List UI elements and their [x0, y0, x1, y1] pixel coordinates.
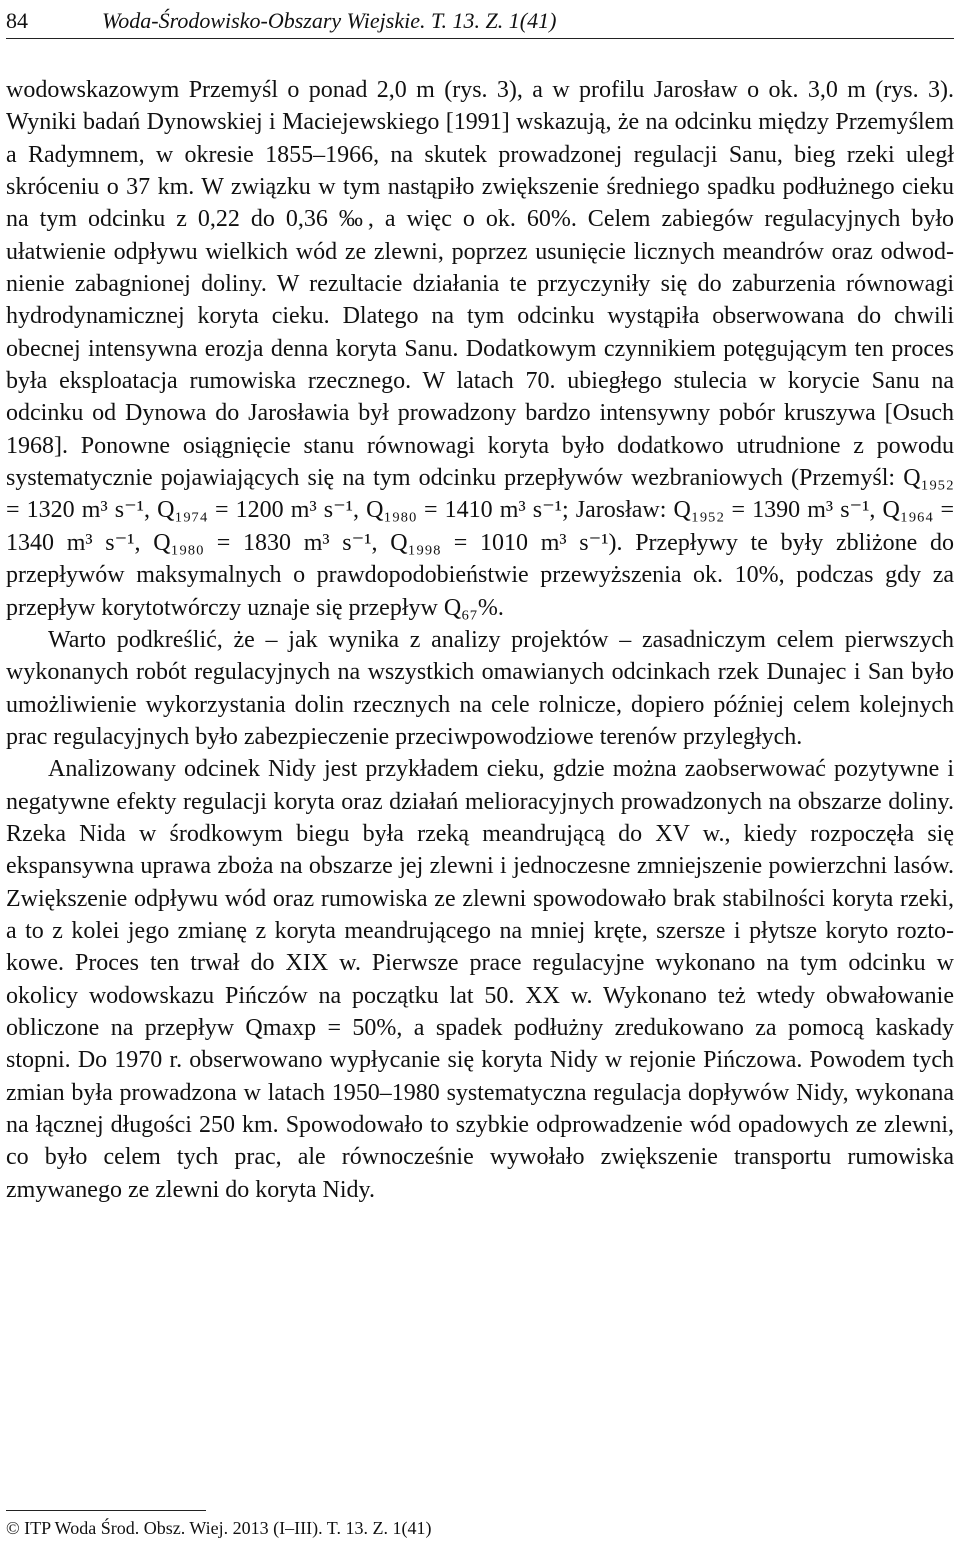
page-footer: © ITP Woda Środ. Obsz. Wiej. 2013 (I–III). T. 13. Z. 1(41)	[6, 1518, 432, 1538]
page-header	[6, 6, 954, 39]
footer-rule	[6, 1510, 206, 1511]
paragraph-1: wodowskazowym Przemyśl o ponad 2,0 m (rys. 3), a w profilu Jarosław o ok. 3,0 m (rys. 3). Wyniki badań Dynowskiej i Maciejewskiego [1991] wskazują, że na odcinku między Przemyślem a Radymnem, w okresie 1855–1966, na skutek prowadzonej regulacji Sanu, bieg rzeki uległ skróceniu o 37 km. W związku w tym nastąpiło zwiększenie średniego spadku podłużnego cieku na tym odcinku z 0,22 do 0,36 ‰, a więc o ok. 60%. Celem zabiegów regulacyjnych było ułatwienie odpływu wielkich wód ze zlewni, poprzez usunięcie licznych meandrów oraz odwodnienie zabagnionej doliny. W rezultacie działania te przyczyniły się do zaburzenia równowagi hydrodynamicznej koryta cieku. Dlatego na tym odcinku wystąpiła obserwowana do chwili obecnej intensywna erozja denna koryta Sanu. Dodatkowym czynnikiem potęgującym ten proces była eksploatacja rumowiska rzecznego. W latach 70. ubiegłego stulecia w korycie Sanu na odcinku od Dynowa do Jarosławia był prowadzony bardzo intensywny pobór kruszywa [Osuch 1968]. Ponowne osiągnięcie stanu równowagi koryta było dodatkowo utrudnione z powodu systematycznie pojawiających się na tym odcinku przepływów wezbraniowych (Przemyśl: Q₁₉₅₂ = 1320 m³ s⁻¹, Q₁₉₇₄ = 1200 m³ s⁻¹, Q₁₉₈₀ = 1410 m³ s⁻¹; Jarosław: Q₁₉₅₂ = 1390 m³ s⁻¹, Q₁₉₆₄ = 1340 m³ s⁻¹, Q₁₉₈₀ = 1830 m³ s⁻¹, Q₁₉₉₈ = 1010 m³ s⁻¹). Przepływy te były zbliżone do przepływów maksymalnych o prawdopodobieństwie przewyższenia ok. 10%, podczas gdy za przepływ korytotwórczy uznaje się przepływ Q₆₇%.	[6, 77, 954, 621]
body-text	[6, 74, 954, 1206]
page-number: 84	[6, 8, 28, 33]
running-title: Woda-Środowisko-Obszary Wiejskie. T. 13. Z. 1(41)	[102, 8, 557, 33]
paragraph-2: Warto podkreślić, że – jak wynika z analizy projektów – zasadniczym celem pierwszych wykonanych robót regulacyjnych na wszystkich omawianych odcinkach rzek Dunajec i San było umożliwienie wykorzystania dolin rzecznych na cele rolnicze, dopiero później celem kolejnych prac regulacyjnych było zabezpieczenie przeciwpowodziowe terenów przyległych.	[6, 626, 954, 750]
paragraph-3: Analizowany odcinek Nidy jest przykładem cieku, gdzie można zaobserwować pozytywne i negatywne efekty regulacji koryta oraz działań melioracyjnych prowadzonych na obszarze doliny. Rzeka Nida w środkowym biegu była rzeką meandrującą do XV w., kiedy rozpoczęła się ekspansywna uprawa zboża na obszarze jej zlewni i jednoczesne zmniejszenie powierzchni lasów. Zwiększenie odpływu wód oraz rumowiska ze zlewni spowodowało brak stabilności koryta rzeki, a to z kolei jego zmianę z koryta meandrującego na mniej kręte, szersze i płytsze koryto roztokowe. Proces ten trwał do XIX w. Pierwsze prace regulacyjne wykonano na tym odcinku w okolicy wodowskazu Pińczów na początku lat 50. XX w. Wykonano też wtedy obwałowanie obliczone na przepływ Qmaxp = 50%, a spadek podłużny zredukowano za pomocą kaskady stopni. Do 1970 r. obserwowano wypłycanie się koryta Nidy w rejonie Pińczowa. Powodem tych zmian była prowadzona w latach 1950–1980 systematyczna regulacja dopływów Nidy, wykonana na łącznej długości 250 km. Spowodowało to szybkie odprowadzenie wód opadowych ze zlewni, co było celem tych prac, ale równocześnie wywołało zwiększenie transportu rumowiska zmywanego ze zlewni do koryta Nidy.	[6, 756, 954, 1203]
